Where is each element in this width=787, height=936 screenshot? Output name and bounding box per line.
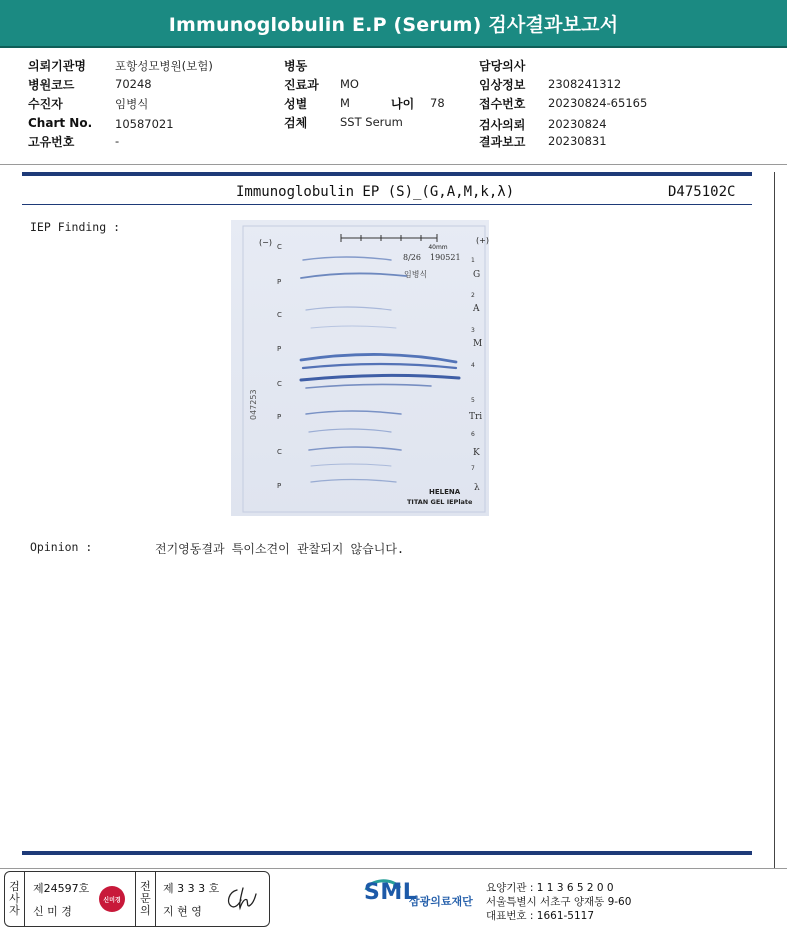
info-value: 포항성모병원(보험) <box>115 59 213 73</box>
signature-box <box>4 871 270 927</box>
lane-label: M <box>473 339 483 349</box>
lane-letter: P <box>277 278 282 286</box>
lane-number: 4 <box>471 362 475 369</box>
org-name: 삼광의료재단 <box>409 895 473 908</box>
lane-letter: P <box>277 413 282 421</box>
info-value: 20230824 <box>548 117 607 131</box>
agency-line: 요양기관 : 1 1 3 6 5 2 0 0 <box>486 882 614 894</box>
info-value: 70248 <box>115 77 152 91</box>
info-label: 접수번호 <box>479 97 526 111</box>
info-value: 78 <box>430 96 445 110</box>
sml-logo-text: SML <box>364 880 418 905</box>
info-label: 나이 <box>391 97 415 111</box>
examiner-role-cell <box>5 872 25 926</box>
test-title: Immunoglobulin EP (S)_(G,A,M,k,λ) <box>236 184 515 200</box>
info-value: 10587021 <box>115 117 174 131</box>
specialist-license: 제 3 3 3 호 <box>163 882 220 895</box>
gel-pos-marker: (+) <box>476 236 489 245</box>
specialist-role: 전문의 <box>140 880 151 917</box>
info-label: 검체 <box>284 116 308 130</box>
info-label: 진료과 <box>284 78 319 92</box>
lane-letter: C <box>277 311 282 319</box>
lane-number: 3 <box>471 327 475 334</box>
info-divider <box>0 164 787 165</box>
lane-number: 7 <box>471 465 475 472</box>
info-value: SST Serum <box>340 115 403 129</box>
info-value: 20230824-65165 <box>548 96 648 110</box>
lane-letter: C <box>277 243 282 251</box>
opinion-text: 전기영동결과 특이소견이 관찰되지 않습니다. <box>155 542 405 556</box>
lane-letter: P <box>277 345 282 353</box>
footer-divider <box>0 868 787 869</box>
gel-patient-handwritten: 임병식 <box>404 270 428 279</box>
examiner-role: 검사자 <box>9 880 20 917</box>
info-value: 2308241312 <box>548 77 622 91</box>
gel-neg-marker: (−) <box>259 238 272 247</box>
specialist-role-cell <box>135 872 156 926</box>
lane-letter: C <box>277 448 282 456</box>
info-label: 결과보고 <box>479 135 526 149</box>
lane-label: K <box>473 448 480 458</box>
info-label: 담당의사 <box>479 59 526 73</box>
gel-sample-no: 190521 <box>430 253 461 262</box>
gel-plate-graphic <box>231 220 489 516</box>
info-value: - <box>115 134 120 148</box>
lane-number: 5 <box>471 397 475 404</box>
report-banner-title: Immunoglobulin E.P (Serum) 검사결과보고서 <box>168 13 619 36</box>
info-label: 고유번호 <box>28 135 75 149</box>
lane-label: A <box>473 304 480 314</box>
address-line: 서울특별시 서초구 양재동 9-60 <box>486 896 632 908</box>
gel-side-code: 047253 <box>249 389 258 420</box>
info-label: 검사의뢰 <box>479 118 526 132</box>
test-code: D475102C <box>668 184 736 200</box>
info-value: 임병식 <box>115 97 149 111</box>
examiner-license: 제24597호 <box>33 882 90 895</box>
lane-label: Tri <box>469 412 483 422</box>
gel-brand: HELENA <box>429 488 461 496</box>
lane-label: λ <box>474 483 480 493</box>
opinion-label: Opinion : <box>30 540 93 554</box>
info-value: MO <box>340 77 359 91</box>
lane-letter: C <box>277 380 282 388</box>
info-value: M <box>340 96 350 110</box>
report-title-rule <box>22 204 752 205</box>
examiner-seal <box>99 886 125 912</box>
info-label: 의뢰기관명 <box>28 59 86 73</box>
info-label: 수진자 <box>28 97 63 111</box>
info-label: 병동 <box>284 59 308 73</box>
gel-image <box>231 220 489 516</box>
specialist-name: 지 현 영 <box>163 905 202 918</box>
report-top-rule <box>22 172 752 176</box>
gel-scale-label: 40mm <box>428 244 448 251</box>
info-label: 임상정보 <box>479 78 526 92</box>
info-label: 병원코드 <box>28 78 75 92</box>
info-value: 20230831 <box>548 134 607 148</box>
examiner-seal-text: 신미경 <box>103 896 121 904</box>
specialist-signature <box>223 884 259 912</box>
info-label: 성별 <box>284 97 308 111</box>
lane-label: G <box>473 270 481 280</box>
lane-number: 6 <box>471 431 475 438</box>
iep-finding-label: IEP Finding : <box>30 220 121 234</box>
report-bottom-rule <box>22 851 752 855</box>
info-label: Chart No. <box>28 116 93 130</box>
report-banner <box>0 0 787 48</box>
phone-line: 대표번호 : 1661-5117 <box>486 910 595 922</box>
lane-number: 1 <box>471 257 475 264</box>
lane-number: 2 <box>471 292 475 299</box>
examiner-name: 신 미 경 <box>33 905 72 918</box>
lane-letter: P <box>277 482 282 490</box>
gel-brand-sub: TITAN GEL IEPlate <box>407 498 473 506</box>
gel-sample-date: 8/26 <box>403 253 421 262</box>
